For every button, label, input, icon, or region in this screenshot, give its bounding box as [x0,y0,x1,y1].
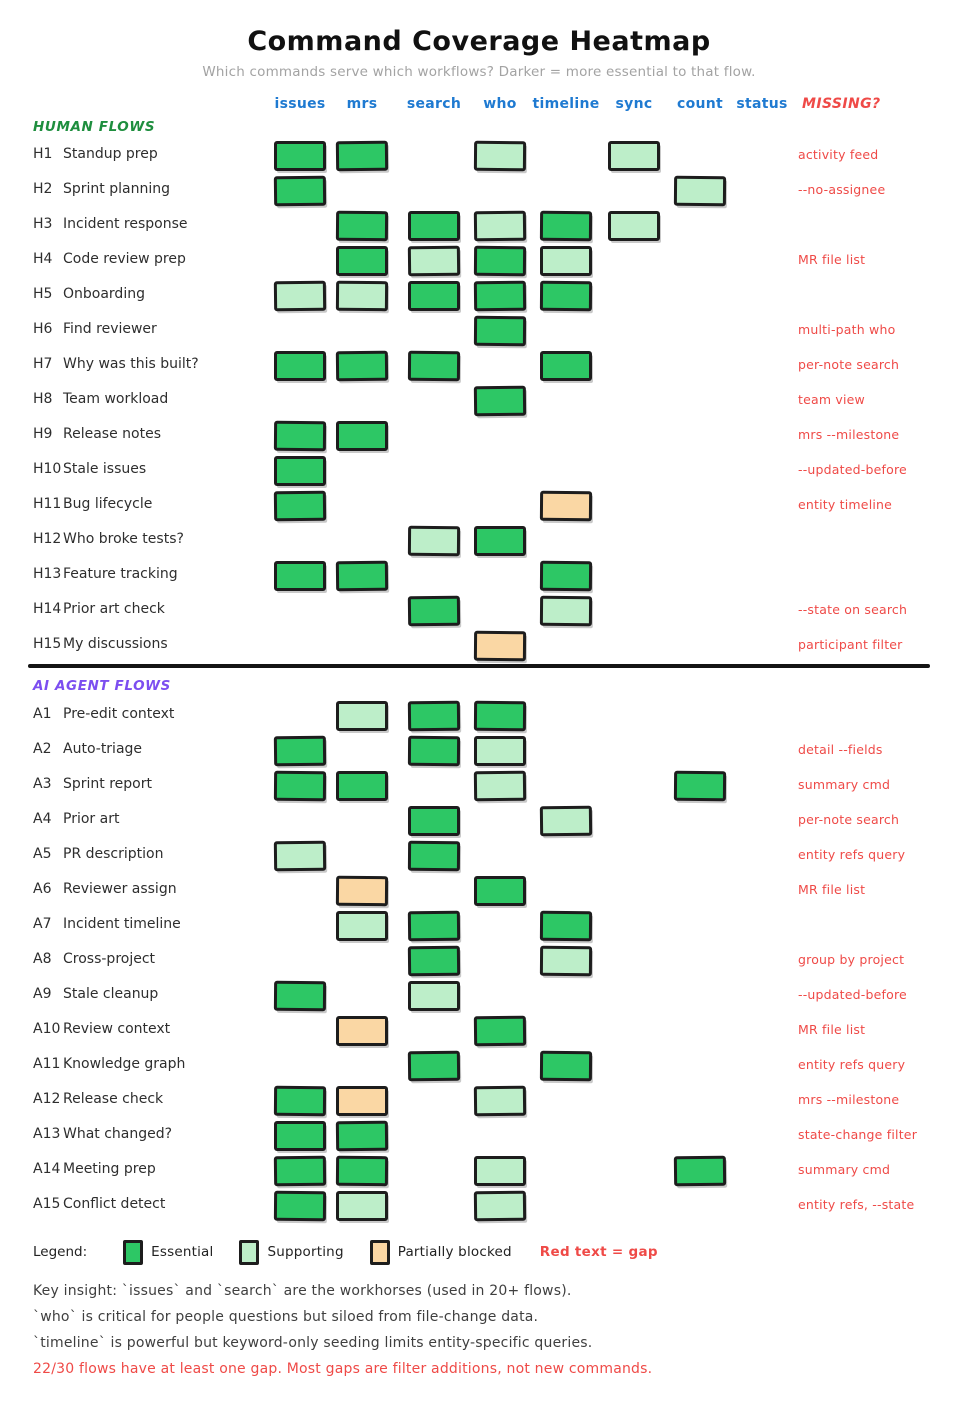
heatmap-cell-h7-search [408,351,460,381]
heatmap-cell-h5-timeline [540,281,592,311]
row-name: Sprint planning [63,181,170,197]
row-name: Feature tracking [63,566,178,582]
row-id: A12 [33,1091,61,1107]
row-id: A14 [33,1161,61,1177]
missing-gap-label-a11: entity refs query [798,1057,906,1072]
row-name: Pre-edit context [63,706,175,722]
row-label-a5 [33,846,163,862]
row-name: Team workload [63,391,169,407]
heatmap-cell-a13-issues [274,1121,326,1151]
missing-gap-label-h11: entity timeline [798,497,893,512]
row-id: H6 [33,321,53,337]
row-name: Code review prep [63,251,186,267]
chart-title: Command Coverage Heatmap [247,26,711,57]
heatmap-cell-a11-search [408,1051,460,1082]
heatmap-cell-a3-count [674,771,726,801]
row-label-h11 [33,496,152,512]
heatmap-cell-a7-mrs [336,911,388,941]
row-id: H11 [33,496,62,512]
row-id: A13 [33,1126,61,1142]
heatmap-cell-a9-issues [274,981,326,1011]
legend-item-essential [97,1240,213,1265]
row-name: Why was this built? [63,356,199,372]
heatmap-cell-a3-mrs [336,771,388,801]
heatmap-cell-a14-mrs [336,1156,388,1186]
heatmap-cell-a8-search [408,946,460,977]
heatmap-cell-h13-mrs [336,561,388,592]
heatmap-cell-a8-timeline [540,946,592,976]
row-id: A11 [33,1056,61,1072]
missing-gap-label-h15: participant filter [798,637,903,652]
row-id: A7 [33,916,52,932]
row-label-h6 [33,321,157,337]
row-name: Incident response [63,216,188,232]
heatmap-cell-h1-who [474,141,526,171]
heatmap-cell-h5-who [474,281,526,312]
row-label-h1 [33,146,158,162]
row-id: A9 [33,986,52,1002]
section-header-human: HUMAN FLOWS [33,119,156,135]
heatmap-cell-a10-who [474,1016,526,1047]
heatmap-cell-a4-timeline [540,806,592,837]
row-label-a15 [33,1196,165,1212]
row-name: Auto-triage [63,741,143,757]
row-label-h7 [33,356,199,372]
legend-items [97,1240,512,1265]
row-name: My discussions [63,636,168,652]
row-label-h3 [33,216,188,232]
row-name: Conflict detect [63,1196,166,1212]
missing-gap-label-a15: entity refs, --state [798,1197,915,1212]
row-id: H12 [33,531,62,547]
row-name: Standup prep [63,146,158,162]
row-name: Sprint report [63,776,152,792]
heatmap-cell-h4-who [474,246,526,276]
row-id: A8 [33,951,52,967]
heatmap-cell-h13-issues [274,561,326,591]
row-id: A3 [33,776,52,792]
row-name: Review context [63,1021,171,1037]
row-id: A6 [33,881,52,897]
heatmap-cell-h14-search [408,596,460,627]
row-id: A10 [33,1021,61,1037]
row-id: H10 [33,461,62,477]
row-label-h14 [33,601,165,617]
heatmap-cell-h3-who [474,211,526,242]
row-name: Stale issues [63,461,147,477]
row-id: A15 [33,1196,61,1212]
row-label-a6 [33,881,177,897]
missing-gap-label-a9: --updated-before [798,987,907,1002]
row-label-a7 [33,916,181,932]
missing-gap-label-h7: per-note search [798,357,900,372]
heatmap-cell-h3-sync [608,211,660,241]
column-header-mrs: mrs [346,96,378,112]
row-label-a10 [33,1021,170,1037]
heatmap-cell-h1-sync [608,141,660,171]
heatmap-cell-h10-issues [274,456,326,486]
row-name: What changed? [63,1126,173,1142]
legend [33,1237,658,1267]
row-name: Release check [63,1091,164,1107]
heatmap-cell-a6-who [474,876,526,906]
row-id: H2 [33,181,53,197]
heatmap-cell-h1-issues [274,141,326,171]
missing-gap-label-h6: multi-path who [798,322,896,337]
footnote-line-2: `who` is critical for people questions but siloed from file-change data. [33,1309,539,1325]
missing-gap-label-a13: state-change filter [798,1127,918,1142]
column-header-timeline: timeline [532,96,600,112]
legend-label: Legend: [33,1244,88,1260]
row-label-h4 [33,251,186,267]
heatmap-cell-a1-mrs [336,701,388,731]
missing-column-header: MISSING? [802,96,881,112]
heatmap-cell-a1-search [408,701,460,732]
row-label-h12 [33,531,184,547]
row-id: H1 [33,146,53,162]
heatmap-cell-a15-mrs [336,1191,388,1221]
legend-item-label: Supporting [267,1244,344,1260]
heatmap-cell-a1-who [474,701,526,731]
row-label-h13 [33,566,178,582]
heatmap-cell-a6-mrs [336,876,388,906]
missing-gap-label-a10: MR file list [798,1022,866,1037]
row-id: H9 [33,426,53,442]
missing-gap-label-a6: MR file list [798,882,866,897]
row-name: PR description [63,846,164,862]
legend-swatch-blocked [370,1240,390,1265]
legend-swatch-supporting [239,1240,259,1265]
row-name: Cross-project [63,951,156,967]
heatmap-cell-a9-search [408,981,460,1011]
row-label-a13 [33,1126,172,1142]
row-id: H4 [33,251,53,267]
row-name: Prior art [63,811,120,827]
missing-gap-label-h1: activity feed [798,147,879,162]
heatmap-cell-a10-mrs [336,1016,388,1046]
row-id: A4 [33,811,52,827]
row-label-h2 [33,181,170,197]
row-label-h15 [33,636,168,652]
missing-gap-label-a5: entity refs query [798,847,906,862]
heatmap-cell-h5-issues [274,281,326,312]
row-name: Release notes [63,426,161,442]
row-label-a4 [33,811,119,827]
missing-gap-label-a14: summary cmd [798,1162,891,1177]
footnote-line-1: Key insight: `issues` and `search` are the workhorses (used in 20+ flows). [33,1283,572,1299]
heatmap-cell-a13-mrs [336,1121,388,1152]
row-label-a8 [33,951,155,967]
missing-gap-label-h10: --updated-before [798,462,907,477]
heatmap-cell-a14-count [674,1156,726,1187]
heatmap-cell-a15-issues [274,1191,326,1221]
heatmap-cell-h7-mrs [336,351,388,382]
footnote-line-3: `timeline` is powerful but keyword-only seeding limits entity-specific queries. [33,1335,593,1351]
column-header-count: count [676,96,724,112]
row-name: Find reviewer [63,321,157,337]
row-name: Prior art check [63,601,165,617]
row-label-a9 [33,986,158,1002]
heatmap-cell-h9-mrs [336,421,388,451]
heatmap-cell-h3-timeline [540,211,592,241]
row-name: Who broke tests? [63,531,184,547]
row-label-a1 [33,706,174,722]
legend-gap-note: Red text = gap [539,1244,658,1260]
missing-gap-label-h8: team view [798,392,865,407]
heatmap-cell-h15-who [474,631,526,661]
heatmap-cell-h3-mrs [336,211,388,241]
legend-item-supporting [213,1240,343,1265]
row-id: H3 [33,216,53,232]
heatmap-cell-h7-issues [274,351,326,381]
heatmap-cell-h2-count [674,176,726,206]
missing-gap-label-a3: summary cmd [798,777,891,792]
row-name: Bug lifecycle [63,496,153,512]
heatmap-cell-h12-who [474,526,526,556]
heatmap-cell-h5-mrs [336,281,388,311]
row-label-a12 [33,1091,163,1107]
section-header-ai: AI AGENT FLOWS [33,678,171,694]
missing-gap-label-h14: --state on search [798,602,908,617]
heatmap-cell-a2-search [408,736,460,766]
heatmap-cell-h1-mrs [336,141,388,172]
row-label-h9 [33,426,161,442]
legend-swatch-essential [123,1240,143,1265]
row-id: H5 [33,286,53,302]
footnotes [33,1278,652,1382]
heatmap-cell-h9-issues [274,421,326,451]
legend-item-blocked [344,1240,512,1265]
heatmap-cell-a12-who [474,1086,526,1117]
heatmap-cell-a2-issues [274,736,326,767]
column-header-who: who [483,96,517,112]
heatmap-cell-h5-search [408,281,460,311]
heatmap-cell-h4-mrs [336,246,388,276]
heatmap-cell-a14-who [474,1156,526,1186]
heatmap-cell-a5-issues [274,841,326,872]
heatmap-cell-h3-search [408,211,460,241]
heatmap-cell-a2-who [474,736,526,766]
heatmap-cell-h11-issues [274,491,326,522]
row-id: H13 [33,566,62,582]
heatmap-cell-a4-search [408,806,460,836]
heatmap-cell-h13-timeline [540,561,592,591]
heatmap-cell-a15-who [474,1191,526,1222]
heatmap-cell-a11-timeline [540,1051,592,1081]
row-name: Knowledge graph [63,1056,186,1072]
heatmap-cell-h12-search [408,526,460,556]
heatmap-cell-h7-timeline [540,351,592,381]
row-id: A5 [33,846,52,862]
missing-gap-label-a4: per-note search [798,812,900,827]
chart-subtitle: Which commands serve which workflows? Darker = more essential to that flow. [202,64,756,80]
row-label-h8 [33,391,168,407]
row-id: H15 [33,636,62,652]
row-label-a14 [33,1161,156,1177]
row-id: A2 [33,741,52,757]
row-id: H8 [33,391,53,407]
heatmap-cell-a14-issues [274,1156,326,1187]
heatmap-cell-a12-mrs [336,1086,388,1116]
heatmap-cell-a7-timeline [540,911,592,941]
row-label-a3 [33,776,152,792]
section-divider [28,664,930,668]
missing-gap-label-a2: detail --fields [798,742,883,757]
row-label-a2 [33,741,142,757]
legend-item-label: Essential [151,1244,214,1260]
column-header-status: status [736,96,788,112]
heatmap-cell-a7-search [408,911,460,942]
row-id: A1 [33,706,52,722]
legend-item-label: Partially blocked [397,1244,512,1260]
missing-gap-label-a8: group by project [798,952,905,967]
row-label-h10 [33,461,146,477]
heatmap-cell-a12-issues [274,1086,326,1116]
column-header-issues: issues [274,96,326,112]
row-name: Incident timeline [63,916,181,932]
heatmap-cell-h8-who [474,386,526,417]
heatmap-cell-h2-issues [274,176,326,207]
heatmap-cell-h4-search [408,246,460,277]
heatmap-cell-a3-who [474,771,526,802]
missing-gap-label-h2: --no-assignee [798,182,886,197]
heatmap-cell-a5-search [408,841,460,871]
heatmap-cell-h6-who [474,316,526,346]
missing-gap-label-h4: MR file list [798,252,866,267]
footnote-line-4: 22/30 flows have at least one gap. Most gaps are filter additions, not new commands. [33,1361,653,1377]
missing-gap-label-h9: mrs --milestone [798,427,900,442]
row-label-h5 [33,286,145,302]
heatmap-cell-h4-timeline [540,246,592,276]
row-id: H7 [33,356,53,372]
heatmap-cell-h11-timeline [540,491,592,521]
row-name: Onboarding [63,286,145,302]
heatmap-cell-h14-timeline [540,596,592,626]
row-id: H14 [33,601,62,617]
column-header-sync: sync [615,96,653,112]
heatmap-cell-a3-issues [274,771,326,801]
missing-gap-label-a12: mrs --milestone [798,1092,900,1107]
row-label-a11 [33,1056,185,1072]
row-name: Reviewer assign [63,881,177,897]
row-name: Stale cleanup [63,986,159,1002]
row-name: Meeting prep [63,1161,156,1177]
column-header-search: search [406,96,462,112]
